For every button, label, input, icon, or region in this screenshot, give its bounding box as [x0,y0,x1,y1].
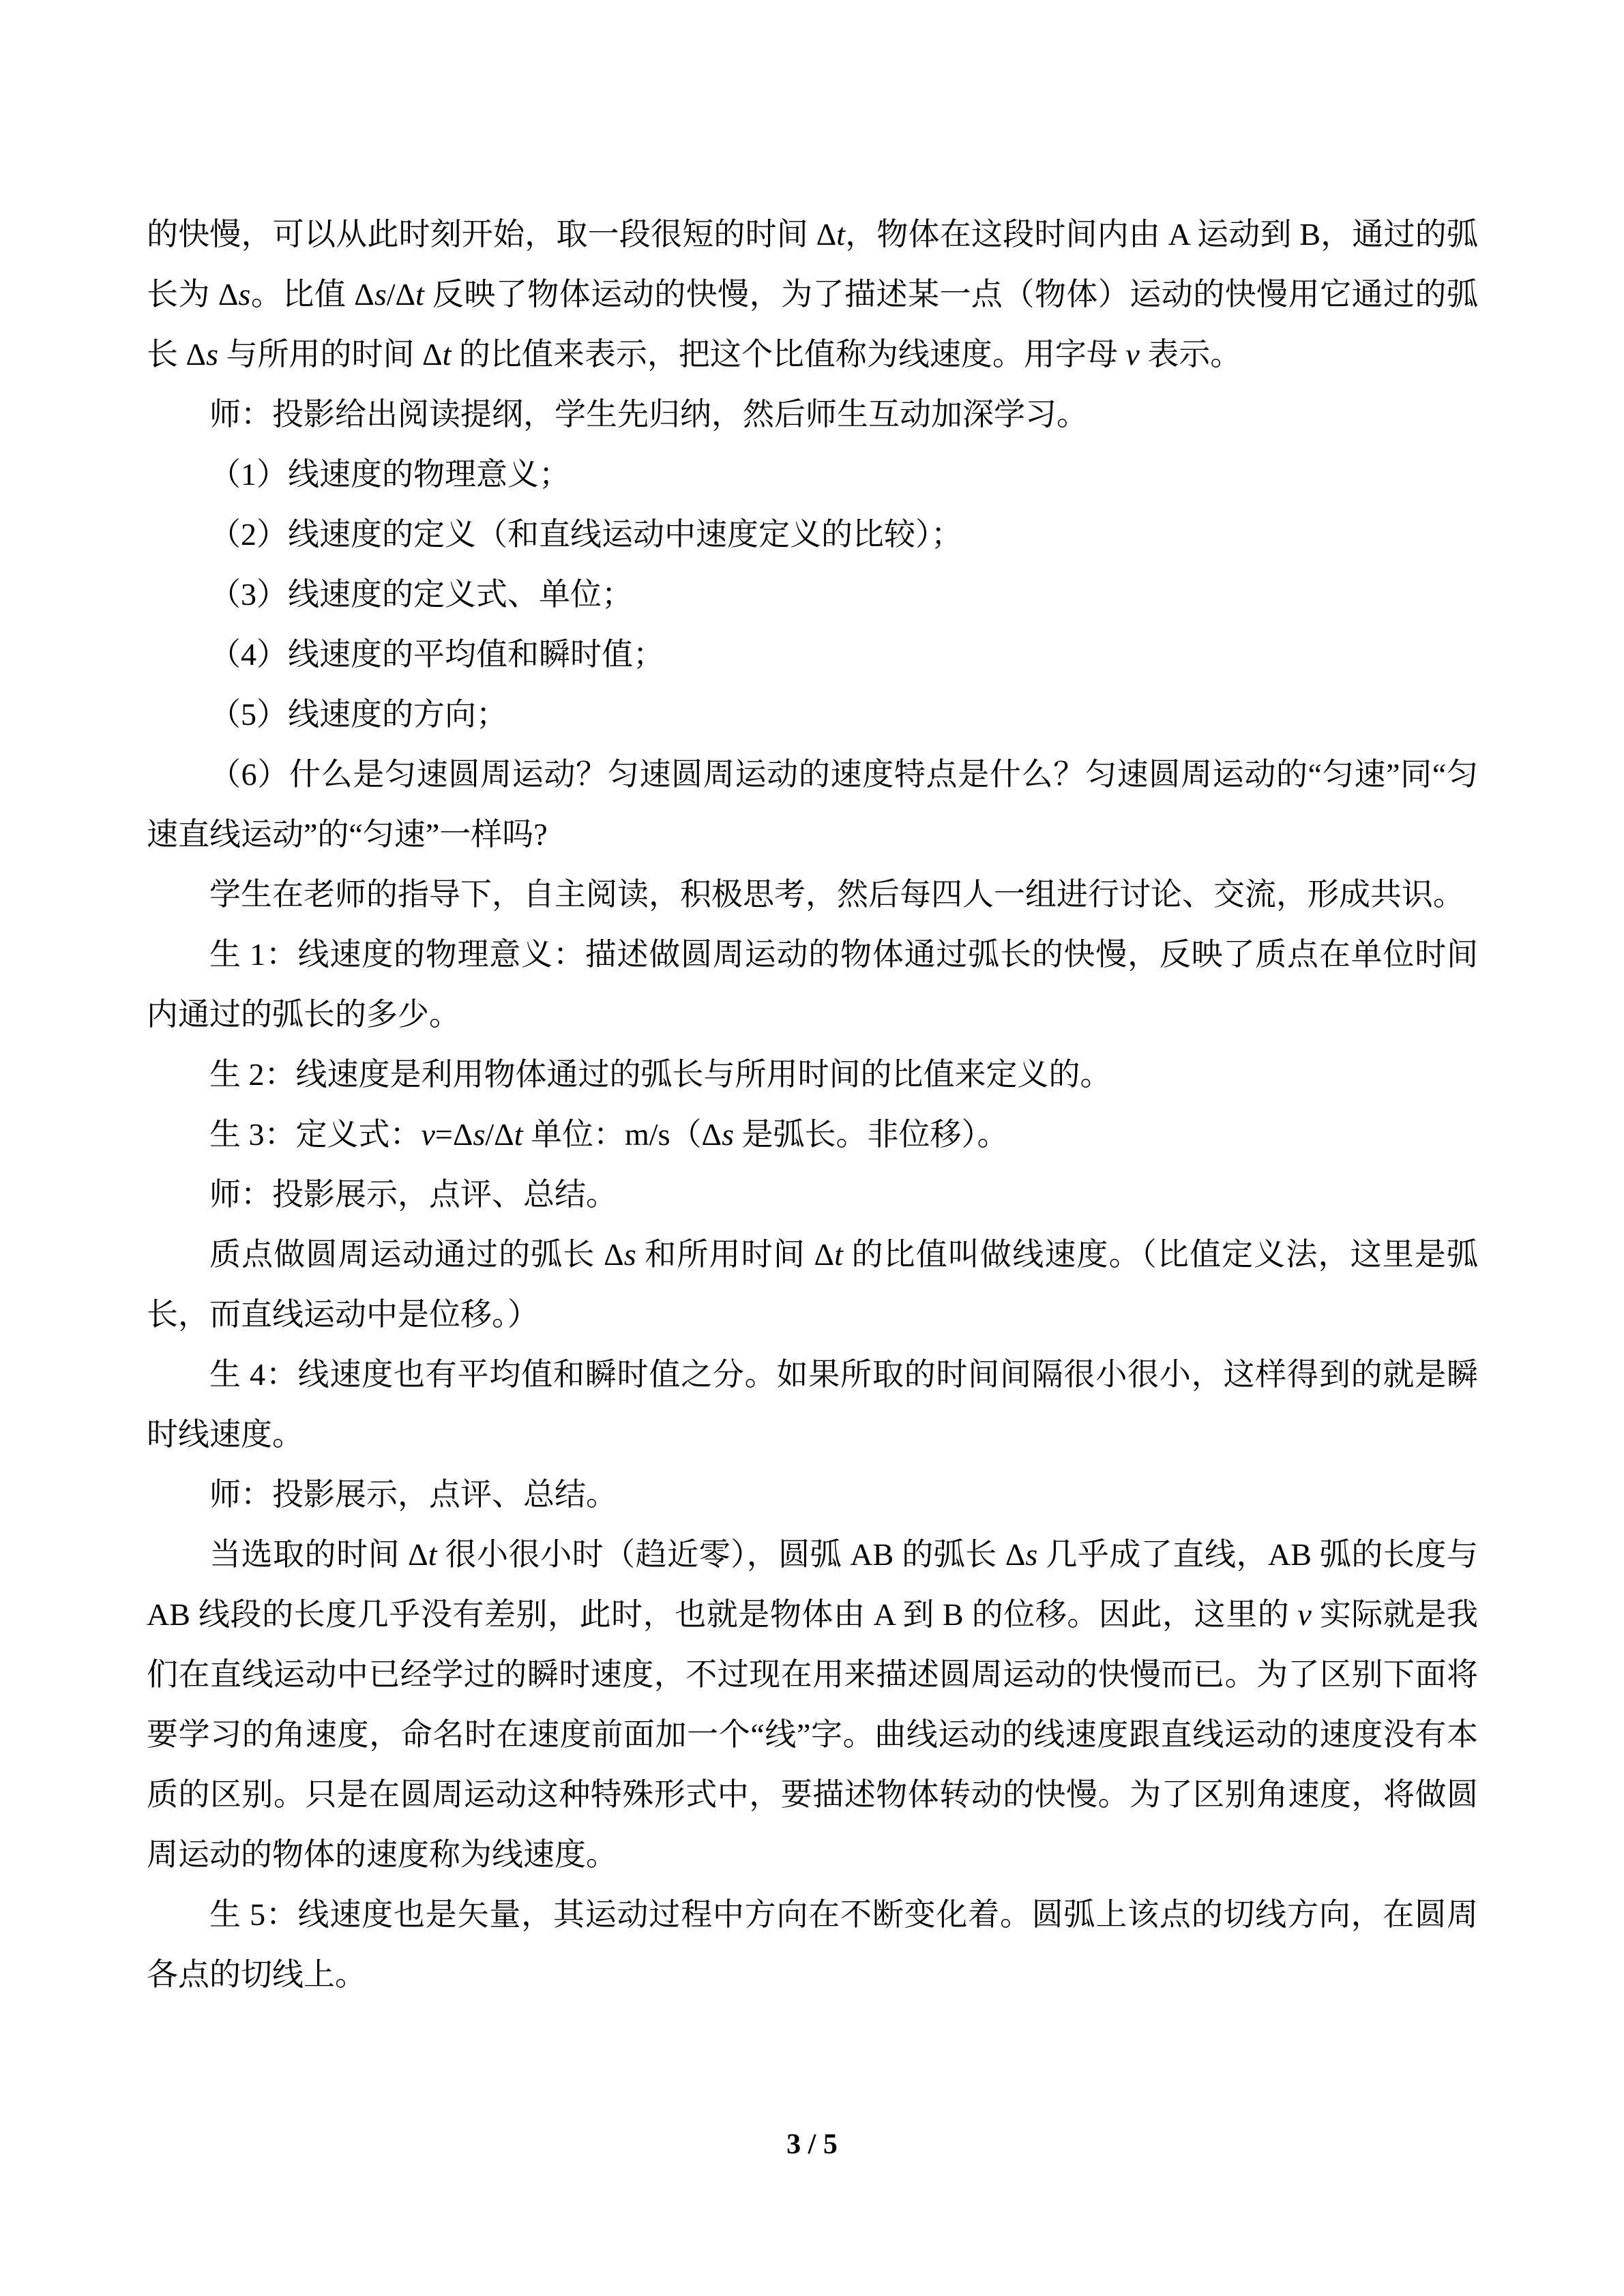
paragraph [147,205,1478,385]
paragraph [147,565,1478,625]
text-segment: 。比值 Δ [250,277,374,312]
italic-symbol: s [623,1237,636,1272]
text-segment: 生 3：定义式： [209,1117,422,1152]
text-segment: 的比值来表示，把这个比值称为线速度。用字母 [451,337,1126,372]
italic-symbol: v [421,1117,435,1152]
text-segment: 的快慢，可以从此时刻开始，取一段很短的时间 Δ [147,217,837,252]
text-segment: 几乎成了直线，AB 弧的长度与 AB 线段的长度几乎没有差别，此时，也就是物体由 A 到 B 的位移。因此，这里的 [147,1537,1478,1632]
text-segment: 学生在老师的指导下，自主阅读，积极思考，然后每四人一组进行讨论、交流，形成共识。 [209,877,1464,912]
text-segment: /Δ [485,1117,514,1152]
paragraph [147,505,1478,565]
text-segment: 生 4：线速度也有平均值和瞬时值之分。如果所取的时间间隔很小很小，这样得到的就是瞬时线速度。 [147,1357,1478,1452]
text-segment: （6）什么是匀速圆周运动？匀速圆周运动的速度特点是什么？匀速圆周运动的“匀速”同“匀速直线运动”的“匀速”一样吗? [147,757,1478,852]
paragraph [147,1105,1478,1165]
text-segment: =Δ [434,1117,473,1152]
paragraph [147,1045,1478,1105]
paragraph [147,1525,1478,1885]
text-segment: （3）线速度的定义式、单位； [209,577,633,612]
text-segment: 单位：m/s（Δ [522,1117,722,1152]
text-segment: 的比值叫做线速度。（比值定义法，这里是弧长，而直线运动中是位移。） [147,1237,1478,1332]
italic-symbol: t [514,1117,523,1152]
text-segment: /Δ [386,277,416,312]
italic-symbol: t [442,337,452,372]
paragraph [147,1465,1478,1525]
italic-symbol: t [415,277,424,312]
text-segment: 和所用时间 Δ [636,1237,835,1272]
document-body [147,205,1478,2005]
text-segment: 师：投影展示，点评、总结。 [209,1177,617,1212]
text-segment: 与所用的时间 Δ [218,337,443,372]
paragraph [147,385,1478,445]
italic-symbol: s [206,337,218,372]
paragraph [147,1225,1478,1345]
paragraph [147,685,1478,745]
paragraph [147,1165,1478,1225]
paragraph [147,1885,1478,2005]
paragraph [147,865,1478,925]
italic-symbol: t [834,1237,843,1272]
text-segment: （2）线速度的定义（和直线运动中速度定义的比较）； [209,517,962,552]
text-segment: 生 5：线速度也是矢量，其运动过程中方向在不断变化着。圆弧上该点的切线方向，在圆周各点的切线上。 [147,1897,1478,1992]
text-segment: 很小很小时（趋近零），圆弧 AB 的弧长 Δ [437,1537,1026,1572]
paragraph [147,925,1478,1045]
italic-symbol: s [473,1117,486,1152]
text-segment: 是弧长。非位移）。 [733,1117,1009,1152]
italic-symbol: s [374,277,387,312]
text-segment: 质点做圆周运动通过的弧长 Δ [209,1237,624,1272]
paragraph [147,445,1478,505]
text-segment: 生 2：线速度是利用物体通过的弧长与所用时间的比值来定义的。 [209,1057,1112,1092]
italic-symbol: t [428,1537,437,1572]
text-segment: 当选取的时间 Δ [209,1537,428,1572]
text-segment: （5）线速度的方向； [209,697,507,732]
text-segment: （4）线速度的平均值和瞬时值； [209,637,664,672]
page-number: 3 / 5 [786,2129,838,2160]
text-segment: （1）线速度的物理意义； [209,457,570,492]
page-footer [0,2128,1624,2162]
text-segment: 师：投影给出阅读提纲，学生先归纳，然后师生互动加深学习。 [209,397,1088,432]
italic-symbol: v [1125,337,1140,372]
italic-symbol: v [1297,1597,1312,1632]
paragraph [147,625,1478,685]
text-segment: ，物体在这段时间内由 A 运动到 B，通过的弧长为 Δ [147,217,1478,312]
italic-symbol: s [1025,1537,1038,1572]
italic-symbol: t [836,217,845,252]
paragraph [147,1345,1478,1465]
paragraph [147,745,1478,865]
text-segment: 反映了物体运动的快慢，为了描述某一点（物体）运动的快慢用它通过的弧长 Δ [147,277,1478,372]
text-segment: 师：投影展示，点评、总结。 [209,1477,617,1512]
text-segment: 实际就是我们在直线运动中已经学过的瞬时速度，不过现在用来描述圆周运动的快慢而已。为了区别下面将要学习的角速度，命名时在速度前面加一个“线”字。曲线运动的线速度跟直线运动的速度没有本质的区别。只是在圆周运动这种特殊形式中，要描述物体转动的快慢。为了区别角速度，将做圆周运动的物体的速度称为线速度。 [147,1597,1479,1872]
text-segment: 生 1：线速度的物理意义：描述做圆周运动的物体通过弧长的快慢，反映了质点在单位时间内通过的弧长的多少。 [147,937,1478,1032]
text-segment: 表示。 [1139,337,1242,372]
italic-symbol: s [722,1117,734,1152]
italic-symbol: s [238,277,251,312]
